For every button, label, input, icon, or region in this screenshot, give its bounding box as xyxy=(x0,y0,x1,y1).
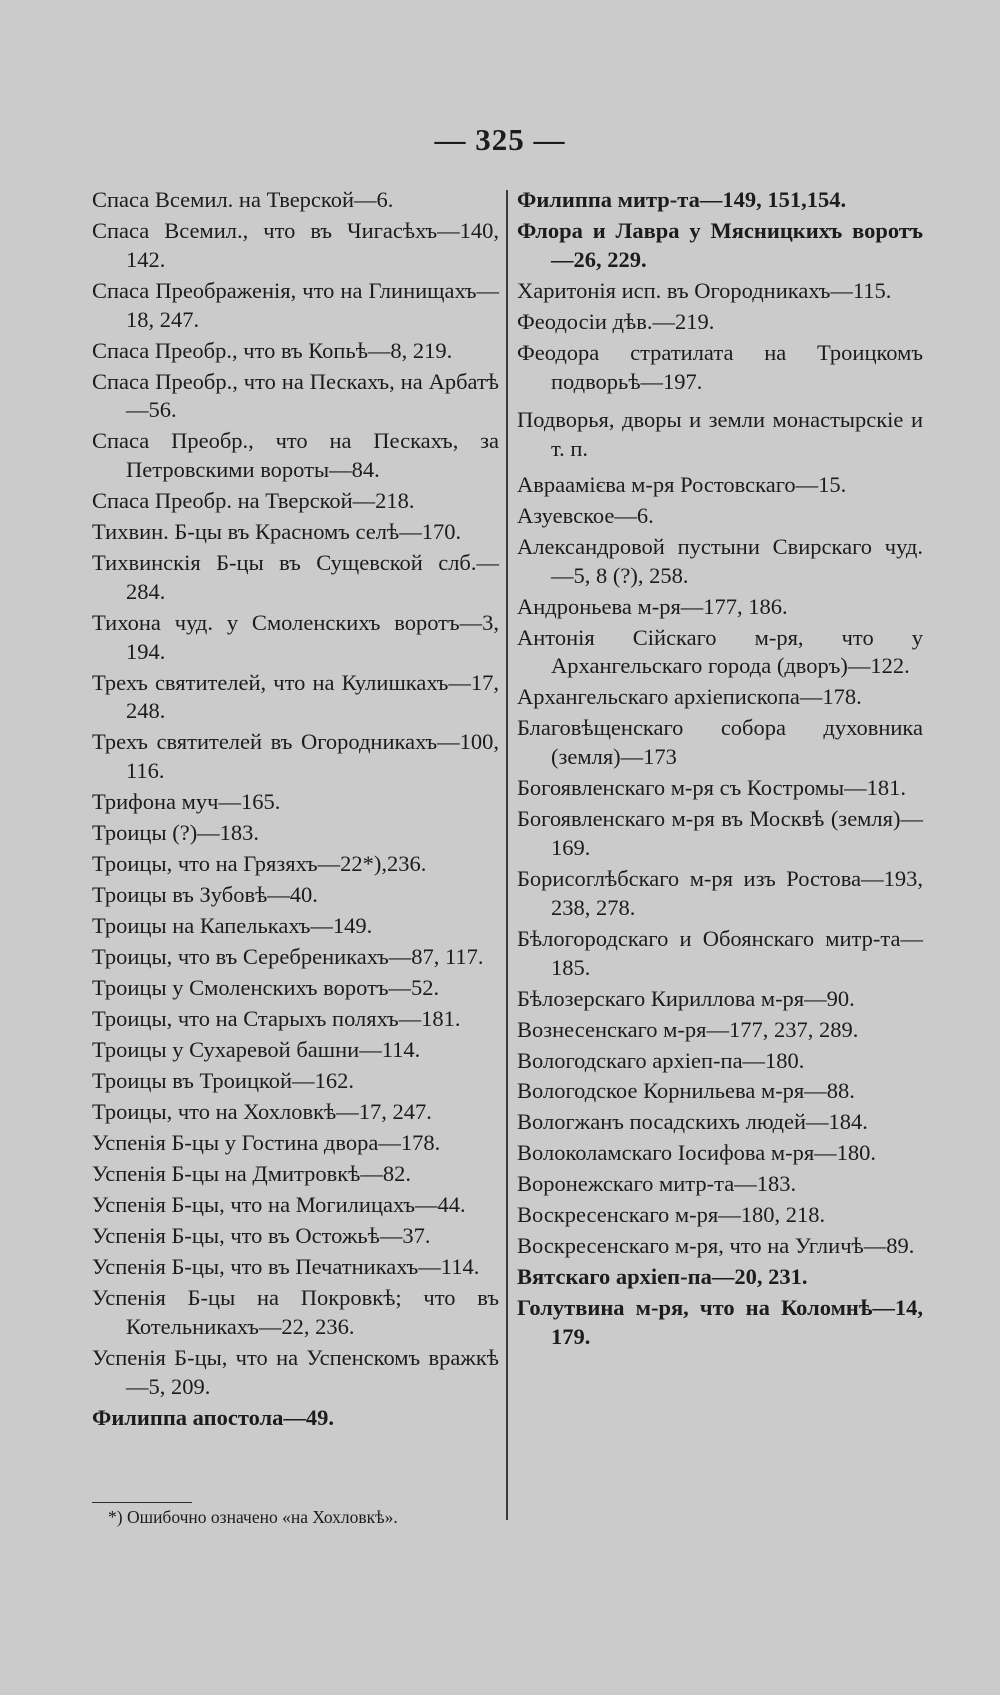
index-entry: Вознесенскаго м-ря—177, 237, 289. xyxy=(517,1016,859,1042)
index-entry: Троицы, что на Старыхъ поляхъ—181. xyxy=(92,1006,461,1032)
index-entry: Волоколамскаго Іосифова м-ря—180. xyxy=(517,1140,877,1166)
section-heading: Подворья, дворы и земли монастырскіе и т. п. xyxy=(517,407,923,462)
index-entry: Успенія Б-цы, что на Успенскомъ вражкѣ—5, 209. xyxy=(92,1344,499,1399)
index-entry: Спаса Преобр., что въ Копьѣ—8, 219. xyxy=(92,337,453,363)
index-entry: Спаса Преобр., что на Пескахъ, на Арбатѣ—56. xyxy=(92,368,499,423)
left-column xyxy=(92,186,499,1434)
right-column xyxy=(517,186,923,1354)
index-entry: Спаса Преобр. на Тверской—218. xyxy=(92,488,415,514)
index-entry: Троицы у Смоленскихъ воротъ—52. xyxy=(92,975,440,1001)
index-entry: Феодосіи дѣв.—219. xyxy=(517,308,715,334)
index-entry: Трехъ святителей, что на Кулишкахъ—17, 248. xyxy=(92,669,499,724)
footnote-rule xyxy=(92,1502,192,1503)
index-entry: Феодора стратилата на Троицкомъ подворьѣ—197. xyxy=(517,339,923,394)
index-entry: Спаса Преображенія, что на Глинищахъ—18, 247. xyxy=(92,277,499,332)
index-entry: Успенія Б-цы на Дмитровкѣ—82. xyxy=(92,1161,411,1186)
index-entry: Успенія Б-цы у Гостина двора—178. xyxy=(92,1130,441,1156)
index-entry: Харитонія исп. въ Огородникахъ—115. xyxy=(517,277,892,303)
index-entry: Бѣлогородскаго и Обоянскаго митр-та—185. xyxy=(517,925,923,980)
index-entry: Троицы, что на Хохловкѣ—17, 247. xyxy=(92,1099,432,1125)
index-entry: Воскресенскаго м-ря, что на Угличѣ—89. xyxy=(517,1233,915,1259)
index-entry: Борисоглѣбскаго м-ря изъ Ростова—193, 238, 278. xyxy=(517,865,923,920)
column-divider xyxy=(506,190,508,1520)
index-entry: Вологодскаго архіеп-па—180. xyxy=(517,1047,805,1073)
index-entry: Троицы (?)—183. xyxy=(92,820,260,846)
index-entry: Андроньева м-ря—177, 186. xyxy=(517,593,788,619)
index-entry: Воскресенскаго м-ря—180, 218. xyxy=(517,1202,826,1228)
index-entry: Антонія Сійскаго м-ря, что у Архангельскаго города (дворъ)—122. xyxy=(517,624,923,679)
index-entry: Благовѣщенскаго собора духовника (земля)—173 xyxy=(517,715,923,770)
index-entry: Флора и Лавра у Мясницкихъ воротъ—26, 229. xyxy=(517,217,923,272)
footnote: *) Ошибочно означено «на Хохловкѣ». xyxy=(108,1507,398,1527)
index-entry: Филиппа апостола—49. xyxy=(92,1404,335,1430)
index-entry: Филиппа митр-та—149, 151,154. xyxy=(517,187,847,212)
index-entry: Успенія Б-цы, что въ Печатникахъ—114. xyxy=(92,1253,480,1279)
index-entry: Трехъ святителей въ Огородникахъ—100, 116. xyxy=(92,729,499,784)
index-entry: Спаса Преобр., что на Пескахъ, за Петровскими вороты—84. xyxy=(92,428,499,483)
index-entry: Азуевское—6. xyxy=(517,502,654,528)
index-entry: Вологодское Корнильева м-ря—88. xyxy=(517,1078,855,1104)
index-entry: Трифона муч—165. xyxy=(92,789,281,815)
index-entry: Тихвин. Б-цы въ Красномъ селѣ—170. xyxy=(92,519,462,545)
index-entry: Александровой пустыни Свирскаго чуд.—5, 8 (?), 258. xyxy=(517,533,923,588)
index-entry: Бѣлозерскаго Кириллова м-ря—90. xyxy=(517,985,855,1011)
index-entry: Архангельскаго архіепископа—178. xyxy=(517,684,862,710)
index-entry: Вятскаго архіеп-па—20, 231. xyxy=(517,1264,808,1290)
index-entry: Троицы, что въ Серебреникахъ—87, 117. xyxy=(92,944,484,970)
index-entry: Вологжанъ посадскихъ людей—184. xyxy=(517,1109,868,1135)
page-number: — 325 — xyxy=(434,122,566,157)
index-entry: Богоявленскаго м-ря съ Костромы—181. xyxy=(517,775,906,801)
index-entry: Тихвинскія Б-цы въ Сущевской слб.—284. xyxy=(92,550,499,604)
index-entry: Спаса Всемил. на Тверской—6. xyxy=(92,187,394,212)
index-entry: Воронежскаго митр-та—183. xyxy=(517,1171,797,1197)
index-entry: Троицы у Сухаревой башни—114. xyxy=(92,1037,421,1063)
index-entry: Троицы на Капелькахъ—149. xyxy=(92,913,373,939)
index-entry: Спаса Всемил., что въ Чигасѣхъ—140, 142. xyxy=(92,217,499,272)
index-entry: Богоявленскаго м-ря въ Москвѣ (земля)—169. xyxy=(517,806,923,860)
index-entry: Успенія Б-цы на Покровкѣ; что въ Котельникахъ—22, 236. xyxy=(92,1284,499,1339)
index-entry: Успенія Б-цы, что въ Остожьѣ—37. xyxy=(92,1222,431,1248)
index-entry: Троицы въ Троицкой—162. xyxy=(92,1068,354,1094)
index-entry: Авраамієва м-ря Ростовскаго—15. xyxy=(517,471,847,497)
index-entry: Троицы въ Зубовѣ—40. xyxy=(92,882,318,908)
index-entry: Тихона чуд. у Смоленскихъ воротъ—3, 194. xyxy=(92,609,499,664)
index-entry: Успенія Б-цы, что на Могилицахъ—44. xyxy=(92,1191,466,1217)
index-entry: Голутвина м-ря, что на Коломнѣ—14, 179. xyxy=(517,1295,923,1350)
index-entry: Троицы, что на Грязяхъ—22*),236. xyxy=(92,851,427,877)
